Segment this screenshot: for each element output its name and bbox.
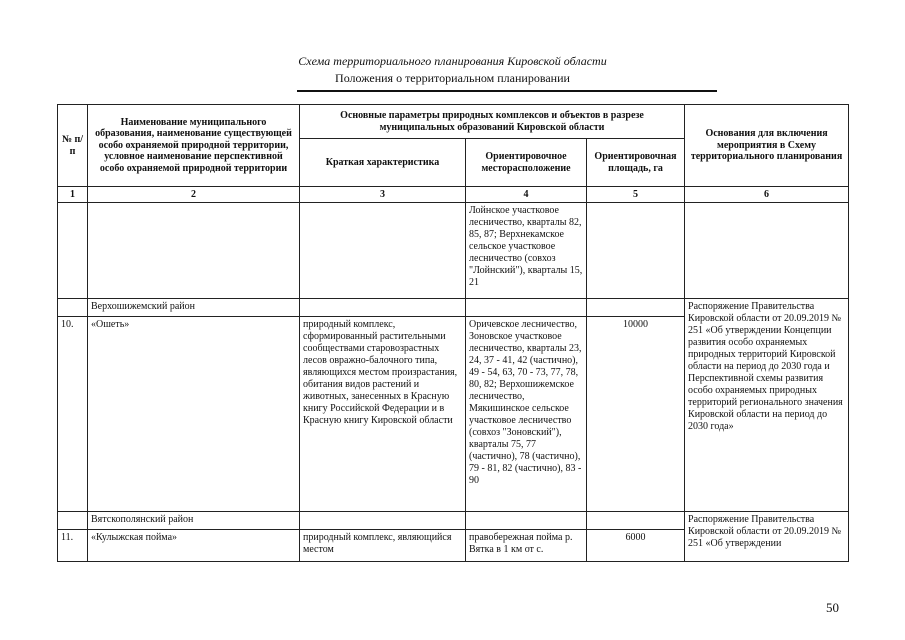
territory-name: «Ошеть» [88,317,300,512]
header-basis: Основания для включения мероприятия в Схему территориального планирования [685,105,849,187]
territory-area: 10000 [587,317,685,512]
column-numbers-row [58,187,849,203]
basis-text: Распоряжение Правительства Кировской области от 20.09.2019 № 251 «Об утверждении [685,512,849,562]
territory-area: 6000 [587,530,685,562]
territory-location: правобережная пойма р. Вятка в 1 км от с. [466,530,587,562]
column-number: 1 [58,187,88,203]
column-number: 3 [300,187,466,203]
district-name: Верхошижемский район [88,299,300,317]
header-area: Ориентировочная площадь, га [587,139,685,187]
column-number: 6 [685,187,849,203]
continuation-location: Лойнское участковое лесничество, кварталы 82, 85, 87; Верхнекамское сельское участковое лесничество (совхоз "Лойнский"), кварталы 15, 21 [466,203,587,299]
row-number: 11. [58,530,88,562]
header-description: Краткая характеристика [300,139,466,187]
header-divider [297,90,717,92]
table-row [58,512,849,530]
territory-description: природный комплекс, являющийся местом [300,530,466,562]
document-subtitle: Положения о территориальном планировании [335,71,570,85]
territory-description: природный комплекс, сформированный растительными сообществами старовозрастных лесов овражно-балочного типа, являющихся местом произрастания, обитания видов растений и животных, занесенных в Красную книгу Российской Федерации и в Красную книгу Кировской области [300,317,466,512]
table-row [58,203,849,299]
district-name: Вятскополянский район [88,512,300,530]
header-name: Наименование муниципального образования, наименование существующей особо охраняемой природной территории, условное наименование перспективной особо охраняемой природной территории [88,105,300,187]
column-number: 2 [88,187,300,203]
column-number: 5 [587,187,685,203]
row-number: 10. [58,317,88,512]
header-location: Ориентировочное месторасположение [466,139,587,187]
column-number: 4 [466,187,587,203]
header-parameters-group: Основные параметры природных комплексов и объектов в разрезе муниципальных образований Кировской области [300,105,685,139]
header-num: № п/п [58,105,88,187]
document-title: Схема территориального планирования Кировской области [298,54,607,68]
page-number: 50 [826,600,839,615]
table-row [58,299,849,317]
basis-text: Распоряжение Правительства Кировской области от 20.09.2019 № 251 «Об утверждении Концепции развития особо охраняемых природных территорий Кировской области на период до 2030 года и Перспективной схемы развития особо охраняемых природных территорий регионального значения Кировской области на период до 2030 года» [685,299,849,512]
territory-name: «Кулыжская пойма» [88,530,300,562]
planning-table [57,104,849,562]
territory-location: Оричевское лесничество, Зоновское участковое лесничество, кварталы 23, 24, 37 - 41, 42 (частично), 49 - 54, 63, 70 - 73, 77, 78, 80, 82; Верхошижемское лесничество, Мякишинское сельское участковое лесничество (совхоз "Зоновский"), кварталы 75, 77 (частично), 78 (частично), 79 - 81, 82 (частично), 83 - 90 [466,317,587,512]
